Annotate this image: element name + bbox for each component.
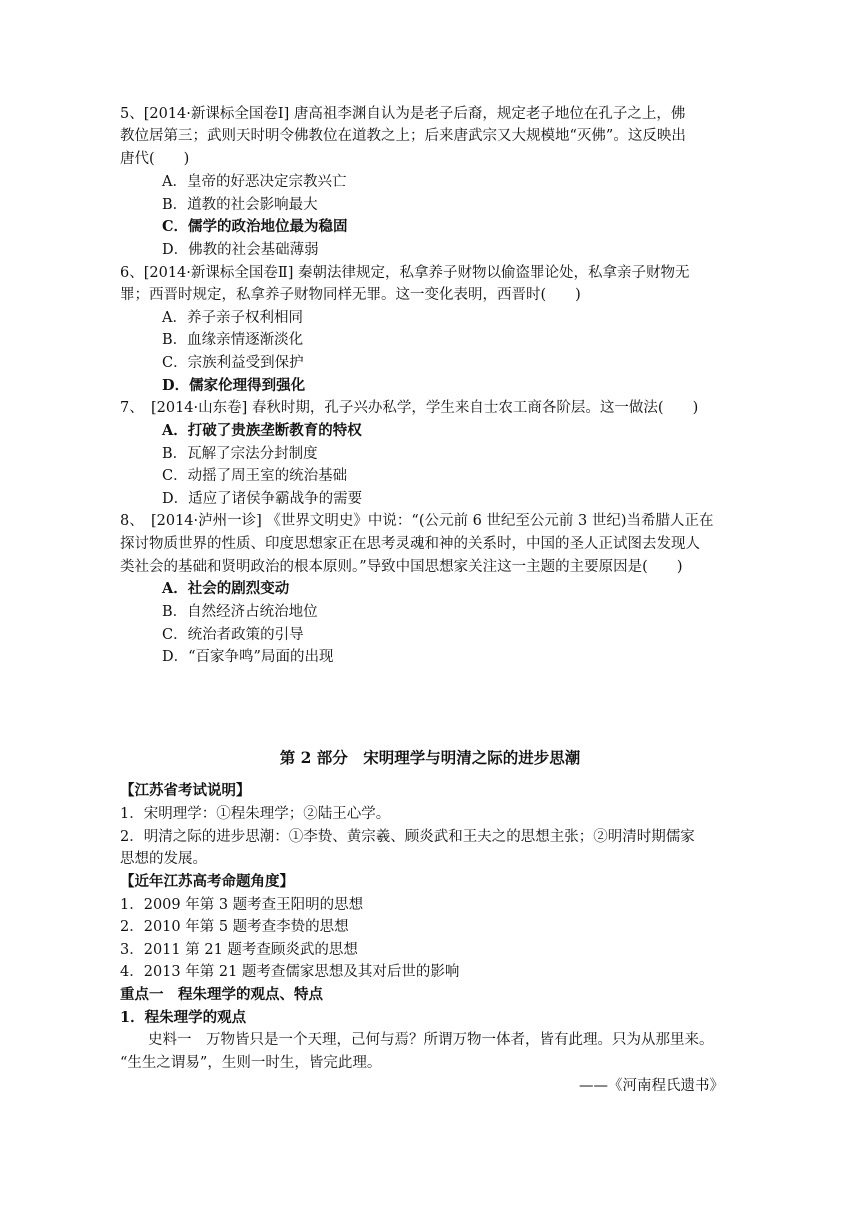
question-5-option-a: A．皇帝的好恶决定宗教兴亡	[162, 174, 347, 190]
question-6-option-d: D．儒家伦理得到强化	[162, 377, 306, 394]
question-8-line-3: 类社会的基础和贤明政治的根本原则。”导致中国思想家关注这一主题的主要原因是( )	[120, 559, 683, 575]
focus-heading: 重点一 程朱理学的观点、特点	[120, 986, 323, 1003]
question-8-option-b: B．自然经济占统治地位	[162, 604, 318, 620]
question-5-option-b: B．道教的社会影响最大	[162, 197, 318, 213]
exam-description-heading: 【江苏省考试说明】	[120, 782, 251, 799]
exam-item-2-cont: 思想的发展。	[120, 851, 207, 867]
question-6-option-a: A．养子亲子权利相同	[162, 310, 303, 326]
quote-line-1: 史料一 万物皆只是一个天理，己何与焉？所谓万物一体者，皆有此理。只为从那里来。	[148, 1032, 714, 1048]
question-5-line-2: 教位居第三；武则天时明令佛教位在道教之上；后来唐武宗又大规模地“灭佛”。这反映出	[120, 128, 686, 144]
question-7-option-b: B．瓦解了宗法分封制度	[162, 446, 318, 462]
question-8-option-d: D．“百家争鸣”局面的出现	[162, 649, 334, 665]
question-5-line-1: 5、[2014·新课标全国卷Ⅰ] 唐高祖李渊自认为是老子后裔，规定老子地位在孔子之上，佛	[120, 106, 686, 122]
question-8-option-a: A．社会的剧烈变动	[162, 580, 290, 597]
angle-item-4: 4．2013 年第 21 题考查儒家思想及其对后世的影响	[120, 964, 460, 980]
exam-item-1: 1．宋明理学：①程朱理学；②陆王心学。	[120, 806, 391, 822]
question-8-line-2: 探讨物质世界的性质、印度思想家正在思考灵魂和神的关系时，中国的圣人正试图去发现人	[120, 536, 700, 552]
question-7-option-a: A．打破了贵族垄断教育的特权	[162, 422, 362, 439]
question-6-line-2: 罪；西晋时规定，私拿养子财物同样无罪。这一变化表明，西晋时( )	[120, 287, 581, 303]
focus-subheading: 1．程朱理学的观点	[120, 1009, 247, 1026]
question-5-option-d: D．佛教的社会基础薄弱	[162, 242, 319, 258]
exam-angle-heading: 【近年江苏高考命题角度】	[120, 873, 294, 890]
question-6-option-c: C．宗族利益受到保护	[162, 355, 304, 371]
question-7-option-d: D．适应了诸侯争霸战争的需要	[162, 491, 363, 507]
quote-line-2: “生生之谓易”，生则一时生，皆完此理。	[120, 1055, 382, 1071]
question-7-line-1: 7、 [2014·山东卷] 春秋时期，孔子兴办私学，学生来自士农工商各阶层。这一做法( )	[120, 400, 699, 416]
angle-item-3: 3．2011 第 21 题考查顾炎武的思想	[120, 942, 358, 958]
question-8-line-1: 8、 [2014·泸州一诊] 《世界文明史》中说：“(公元前 6 世纪至公元前 3 世纪)当希腊人正在	[120, 513, 714, 529]
question-6-line-1: 6、[2014·新课标全国卷Ⅱ] 秦朝法律规定，私拿养子财物以偷盗罪论处，私拿亲子财物无	[120, 265, 690, 281]
section-title: 第 2 部分 宋明理学与明清之际的进步思潮	[279, 748, 581, 767]
angle-item-1: 1．2009 年第 3 题考查王阳明的思想	[120, 897, 364, 913]
question-5-option-c: C．儒学的政治地位最为稳固	[162, 218, 348, 235]
question-6-option-b: B．血缘亲情逐渐淡化	[162, 332, 304, 348]
angle-item-2: 2．2010 年第 5 题考查李贽的思想	[120, 919, 349, 935]
quote-source: ——《河南程氏遗书》	[579, 1078, 724, 1094]
exam-item-2: 2．明清之际的进步思潮：①李贽、黄宗羲、顾炎武和王夫之的思想主张；②明清时期儒家	[120, 829, 695, 845]
question-8-option-c: C．统治者政策的引导	[162, 627, 304, 643]
question-7-option-c: C．动摇了周王室的统治基础	[162, 468, 348, 484]
question-5-line-3: 唐代( )	[120, 151, 190, 167]
